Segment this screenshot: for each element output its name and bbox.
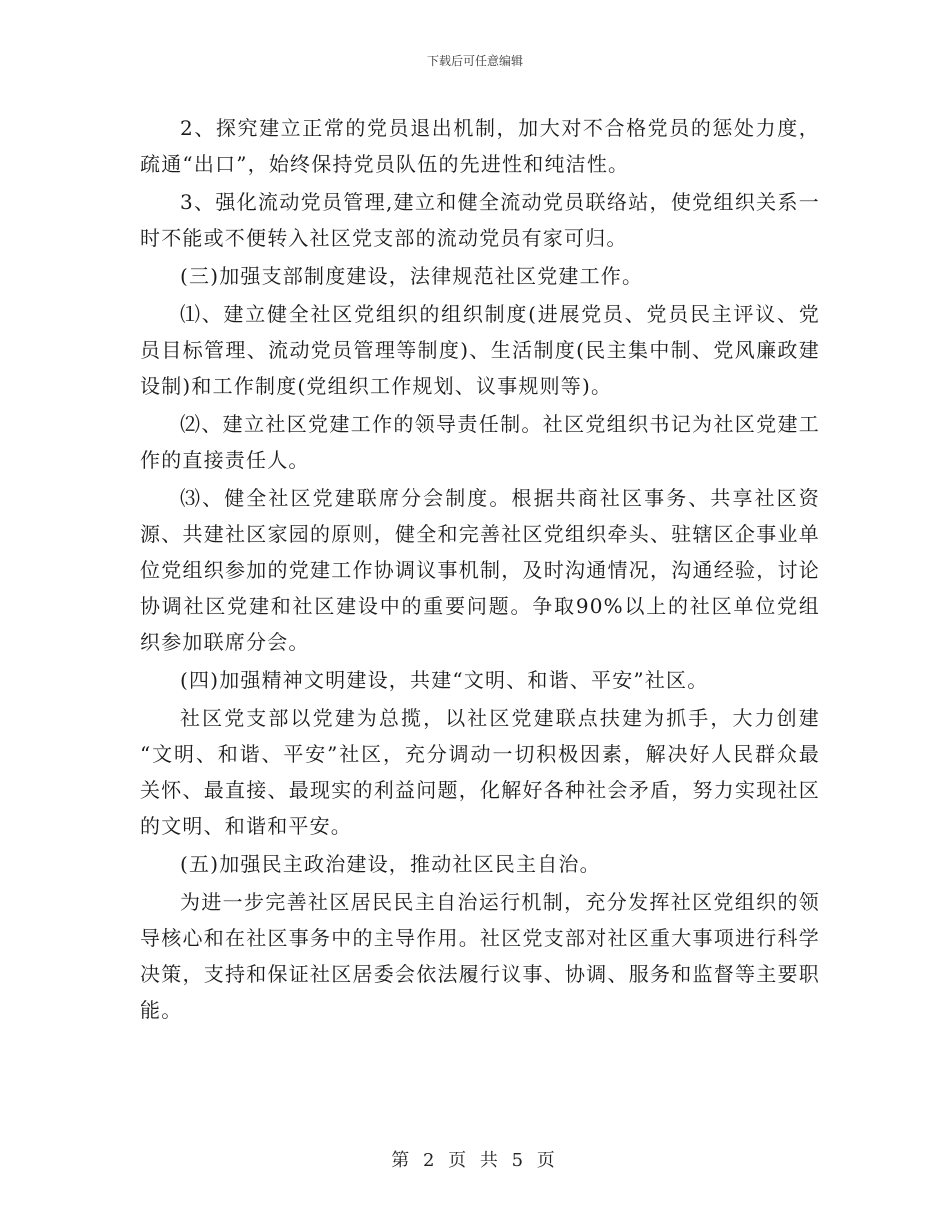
paragraph-2: 3、强化流动党员管理,建立和健全流动党员联络站，使党组织关系一时不能或不便转入社区党支部的流动党员有家可归。 xyxy=(140,190,820,250)
section-heading-5: (五)加强民主政治建设，推动社区民主自治。 xyxy=(180,852,601,876)
page-footer: 第 2 页 共 5 页 xyxy=(391,1150,559,1171)
paragraph-1: 2、探究建立正常的党员退出机制，加大对不合格党员的惩处力度，疏通“出口”，始终保持党员队伍的先进性和纯洁性。 xyxy=(140,116,820,176)
paragraph-3-3: ⑶、健全社区党建联席分会制度。根据共商社区事务、共享社区资源、共建社区家园的原则，健全和完善社区党组织牵头、驻辖区企事业单位党组织参加的党建工作协调议事机制，及时沟通情况，沟通经验，讨论协调社区党建和社区建设中的重要问题。争取90%以上的社区单位党组织参加联席分会。 xyxy=(140,486,820,654)
paragraph-4: 社区党支部以党建为总揽，以社区党建联点扶建为抓手，大力创建 “文明、和谐、平安”社区，充分调动一切积极因素，解决好人民群众最关怀、最直接、最现实的利益问题，化解好各种社会矛盾，努力实现社区的文明、和谐和平安。 xyxy=(140,706,820,838)
page-header: 下载后可任意编辑 xyxy=(426,54,523,68)
section-heading-4: (四)加强精神文明建设，共建“文明、和谐、平安”社区。 xyxy=(180,668,709,692)
paragraph-3-2: ⑵、建立社区党建工作的领导责任制。社区党组织书记为社区党建工作的直接责任人。 xyxy=(140,412,820,472)
paragraph-5: 为进一步完善社区居民民主自治运行机制，充分发挥社区党组织的领导核心和在社区事务中的主导作用。社区党支部对社区重大事项进行科学决策，支持和保证社区居委会依法履行议事、协调、服务和监督等主要职能。 xyxy=(140,890,820,1022)
section-heading-3: (三)加强支部制度建设，法律规范社区党建工作。 xyxy=(180,264,644,288)
document-body xyxy=(140,110,820,1030)
paragraph-3-1: ⑴、建立健全社区党组织的组织制度(进展党员、党员民主评议、党员目标管理、流动党员管理等制度)、生活制度(民主集中制、党风廉政建设制)和工作制度(党组织工作规划、议事规则等)。 xyxy=(140,302,820,398)
